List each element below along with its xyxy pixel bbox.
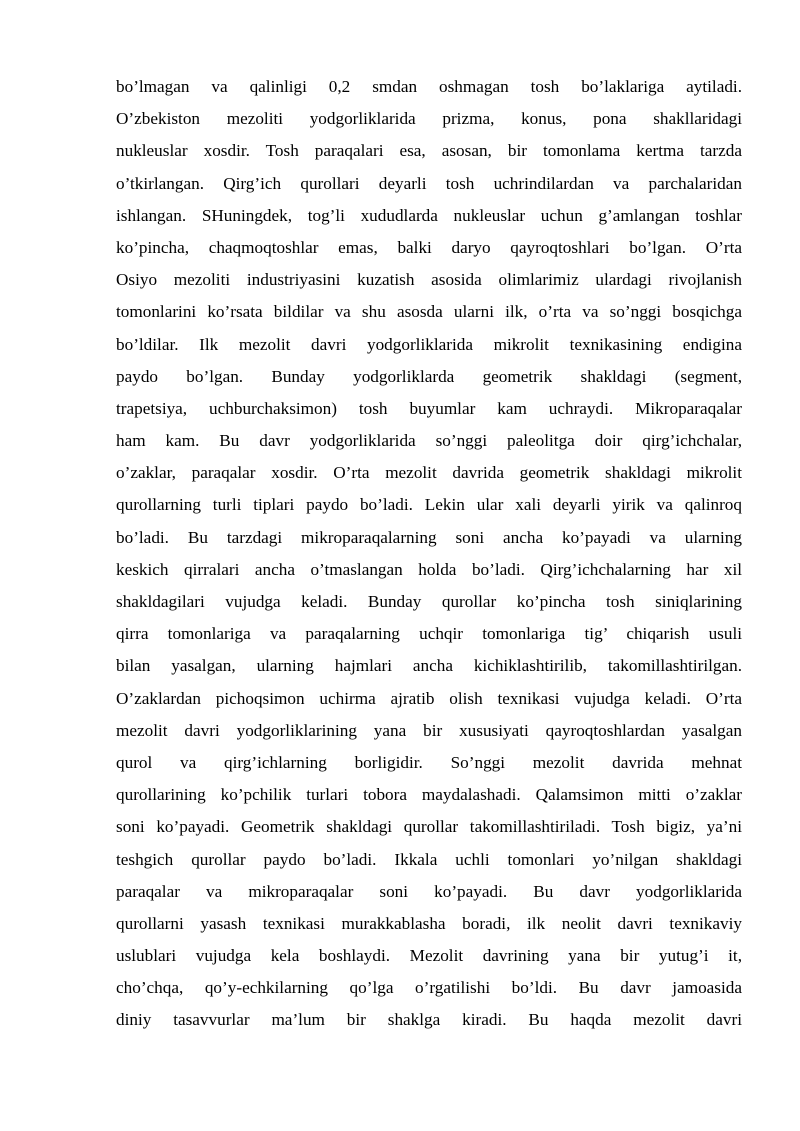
text-line-1: bo’lmagan va qalinligi 0,2 smdan oshmagan tosh bo’laklariga aytiladi. bbox=[116, 77, 742, 96]
text-line-4: o’tkirlangan. Qirg’ich qurollari deyarli tosh uchrindilardan va parchalaridan bbox=[116, 173, 742, 193]
text-line-17: shakldagilari vujudga keladi. Bunday qurollar ko’pincha tosh siniqlarining bbox=[116, 592, 742, 611]
text-line-30: diniy tasavvurlar ma’lum bir shaklga kiradi. Bu haqda mezolit davri bbox=[116, 1010, 742, 1030]
text-line-10: paydo bo’lgan. Bunday yodgorliklarda geometrik shakldagi (segment, bbox=[116, 366, 742, 386]
text-line-16: keskich qirralari ancha o’tmaslangan holda bo’ladi. Qirg’ichchalarning har xil bbox=[116, 559, 742, 579]
text-line-8: tomonlarini ko’rsata bildilar va shu asosda ularni ilk, o’rta va so’nggi bosqichga bbox=[116, 302, 742, 322]
text-line-15: bo’ladi. Bu tarzdagi mikroparaqalarning soni ancha ko’payadi va ularning bbox=[116, 527, 742, 547]
text-line-9: bo’ldilar. Ilk mezolit davri yodgorliklarida mikrolit texnikasining endigina bbox=[116, 334, 742, 354]
text-line-11: trapetsiya, uchburchaksimon) tosh buyumlar kam uchraydi. Mikroparaqalar bbox=[116, 398, 742, 418]
text-line-6: ko’pincha, chaqmoqtoshlar emas, balki daryo qayroqtoshlari bo’lgan. O’rta bbox=[116, 237, 742, 257]
text-line-13: o’zaklar, paraqalar xosdir. O’rta mezolit davrida geometrik shakldagi mikrolit bbox=[116, 463, 742, 483]
text-line-3: nukleuslar xosdir. Tosh paraqalari esa, asosan, bir tomonlama kertma tarzda bbox=[116, 141, 742, 161]
text-line-20: O’zaklardan pichoqsimon uchirma ajratib olish texnikasi vujudga keladi. O’rta bbox=[116, 688, 742, 708]
text-line-12: ham kam. Bu davr yodgorliklarida so’nggi paleolitga doir qirg’ichchalar, bbox=[116, 431, 742, 451]
text-line-7: Osiyo mezoliti industriyasini kuzatish asosida olimlarimiz ulardagi rivojlanish bbox=[116, 270, 742, 290]
text-line-24: soni ko’payadi. Geometrik shakldagi qurollar takomillashtiriladi. Tosh bigiz, ya’ni bbox=[116, 817, 742, 837]
text-line-5: ishlangan. SHuningdek, tog’li xududlarda nukleuslar uchun g’amlangan toshlar bbox=[116, 205, 742, 225]
text-line-28: uslublari vujudga kela boshlaydi. Mezolit davrining yana bir yutug’i it, bbox=[116, 946, 742, 966]
text-line-27: qurollarni yasash texnikasi murakkablasha boradi, ilk neolit davri texnikaviy bbox=[116, 913, 742, 933]
text-line-23: qurollarining ko’pchilik turlari tobora maydalashadi. Qalamsimon mitti o’zaklar bbox=[116, 785, 742, 805]
body-text bbox=[116, 71, 742, 1037]
text-line-18: qirra tomonlariga va paraqalarning uchqir tomonlariga tig’ chiqarish usuli bbox=[116, 624, 742, 644]
text-line-21: mezolit davri yodgorliklarining yana bir xususiyati qayroqtoshlardan yasalgan bbox=[116, 720, 742, 740]
text-line-2: O’zbekiston mezoliti yodgorliklarida prizma, konus, pona shakllaridagi bbox=[116, 109, 742, 129]
text-line-14: qurollarning turli tiplari paydo bo’ladi. Lekin ular xali deyarli yirik va qalinroq bbox=[116, 495, 742, 515]
text-line-26: paraqalar va mikroparaqalar soni ko’payadi. Bu davr yodgorliklarida bbox=[116, 881, 742, 901]
text-line-25: teshgich qurollar paydo bo’ladi. Ikkala uchli tomonlari yo’nilgan shakldagi bbox=[116, 849, 742, 869]
text-line-29: cho’chqa, qo’y-echkilarning qo’lga o’rgatilishi bo’ldi. Bu davr jamoasida bbox=[116, 978, 742, 998]
text-line-22: qurol va qirg’ichlarning borligidir. So’nggi mezolit davrida mehnat bbox=[116, 752, 742, 772]
text-line-19: bilan yasalgan, ularning hajmlari ancha kichiklashtirilib, takomillashtirilgan. bbox=[116, 656, 742, 676]
